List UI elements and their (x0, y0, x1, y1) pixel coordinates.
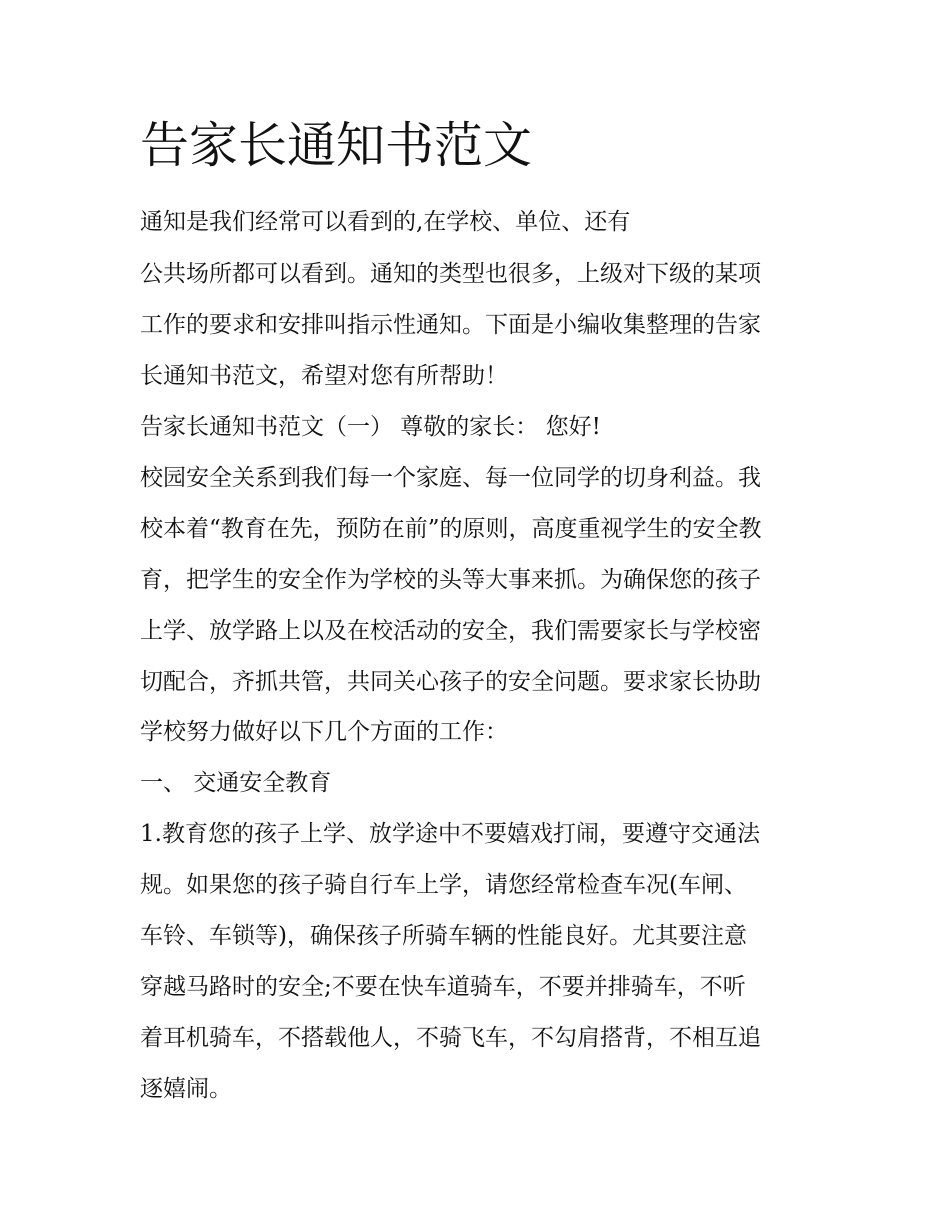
paragraph-line: 育，把学生的安全作为学校的头等大事来抓。为确保您的孩子 (140, 567, 761, 593)
paragraph-line: 长通知书范文，希望对您有所帮助！ (140, 363, 508, 389)
paragraph-line: 穿越马路时的安全;不要在快车道骑车，不要并排骑车，不听 (140, 974, 746, 1000)
paragraph-line: 公共场所都可以看到。通知的类型也很多，上级对下级的某项 (140, 261, 761, 287)
document-title: 告家长通知书范文 (140, 117, 533, 174)
paragraph-line: 车铃、车锁等)，确保孩子所骑车辆的性能良好。尤其要注意 (140, 923, 747, 949)
paragraph-line: 上学、放学路上以及在校活动的安全，我们需要家长与学校密 (140, 618, 761, 644)
paragraph-line: 通知是我们经常可以看到的,在学校、单位、还有 (140, 209, 631, 235)
paragraph-line: 着耳机骑车，不搭载他人，不骑飞车，不勾肩搭背，不相互追 (140, 1025, 761, 1051)
paragraph-line: 校园安全关系到我们每一个家庭、每一位同学的切身利益。我 (140, 465, 761, 491)
paragraph-line: 切配合，齐抓共管，共同关心孩子的安全问题。要求家长协助 (140, 669, 761, 695)
paragraph-line: 逐嬉闹。 (140, 1076, 232, 1102)
paragraph-line: 规。如果您的孩子骑自行车上学，请您经常检查车况(车闸、 (140, 872, 747, 898)
list-heading: 一、 交通安全教育 (140, 770, 332, 796)
paragraph-line: 学校努力做好以下几个方面的工作： (140, 719, 508, 745)
paragraph-line: 1.教育您的孩子上学、放学途中不要嬉戏打闹，要遵守交通法 (140, 821, 760, 847)
paragraph-line: 工作的要求和安排叫指示性通知。下面是小编收集整理的告家 (140, 312, 761, 338)
paragraph-line: 校本着“教育在先，预防在前”的原则，高度重视学生的安全教 (140, 516, 762, 542)
section-heading: 告家长通知书范文（一） 尊敬的家长： 您好! (140, 414, 601, 440)
